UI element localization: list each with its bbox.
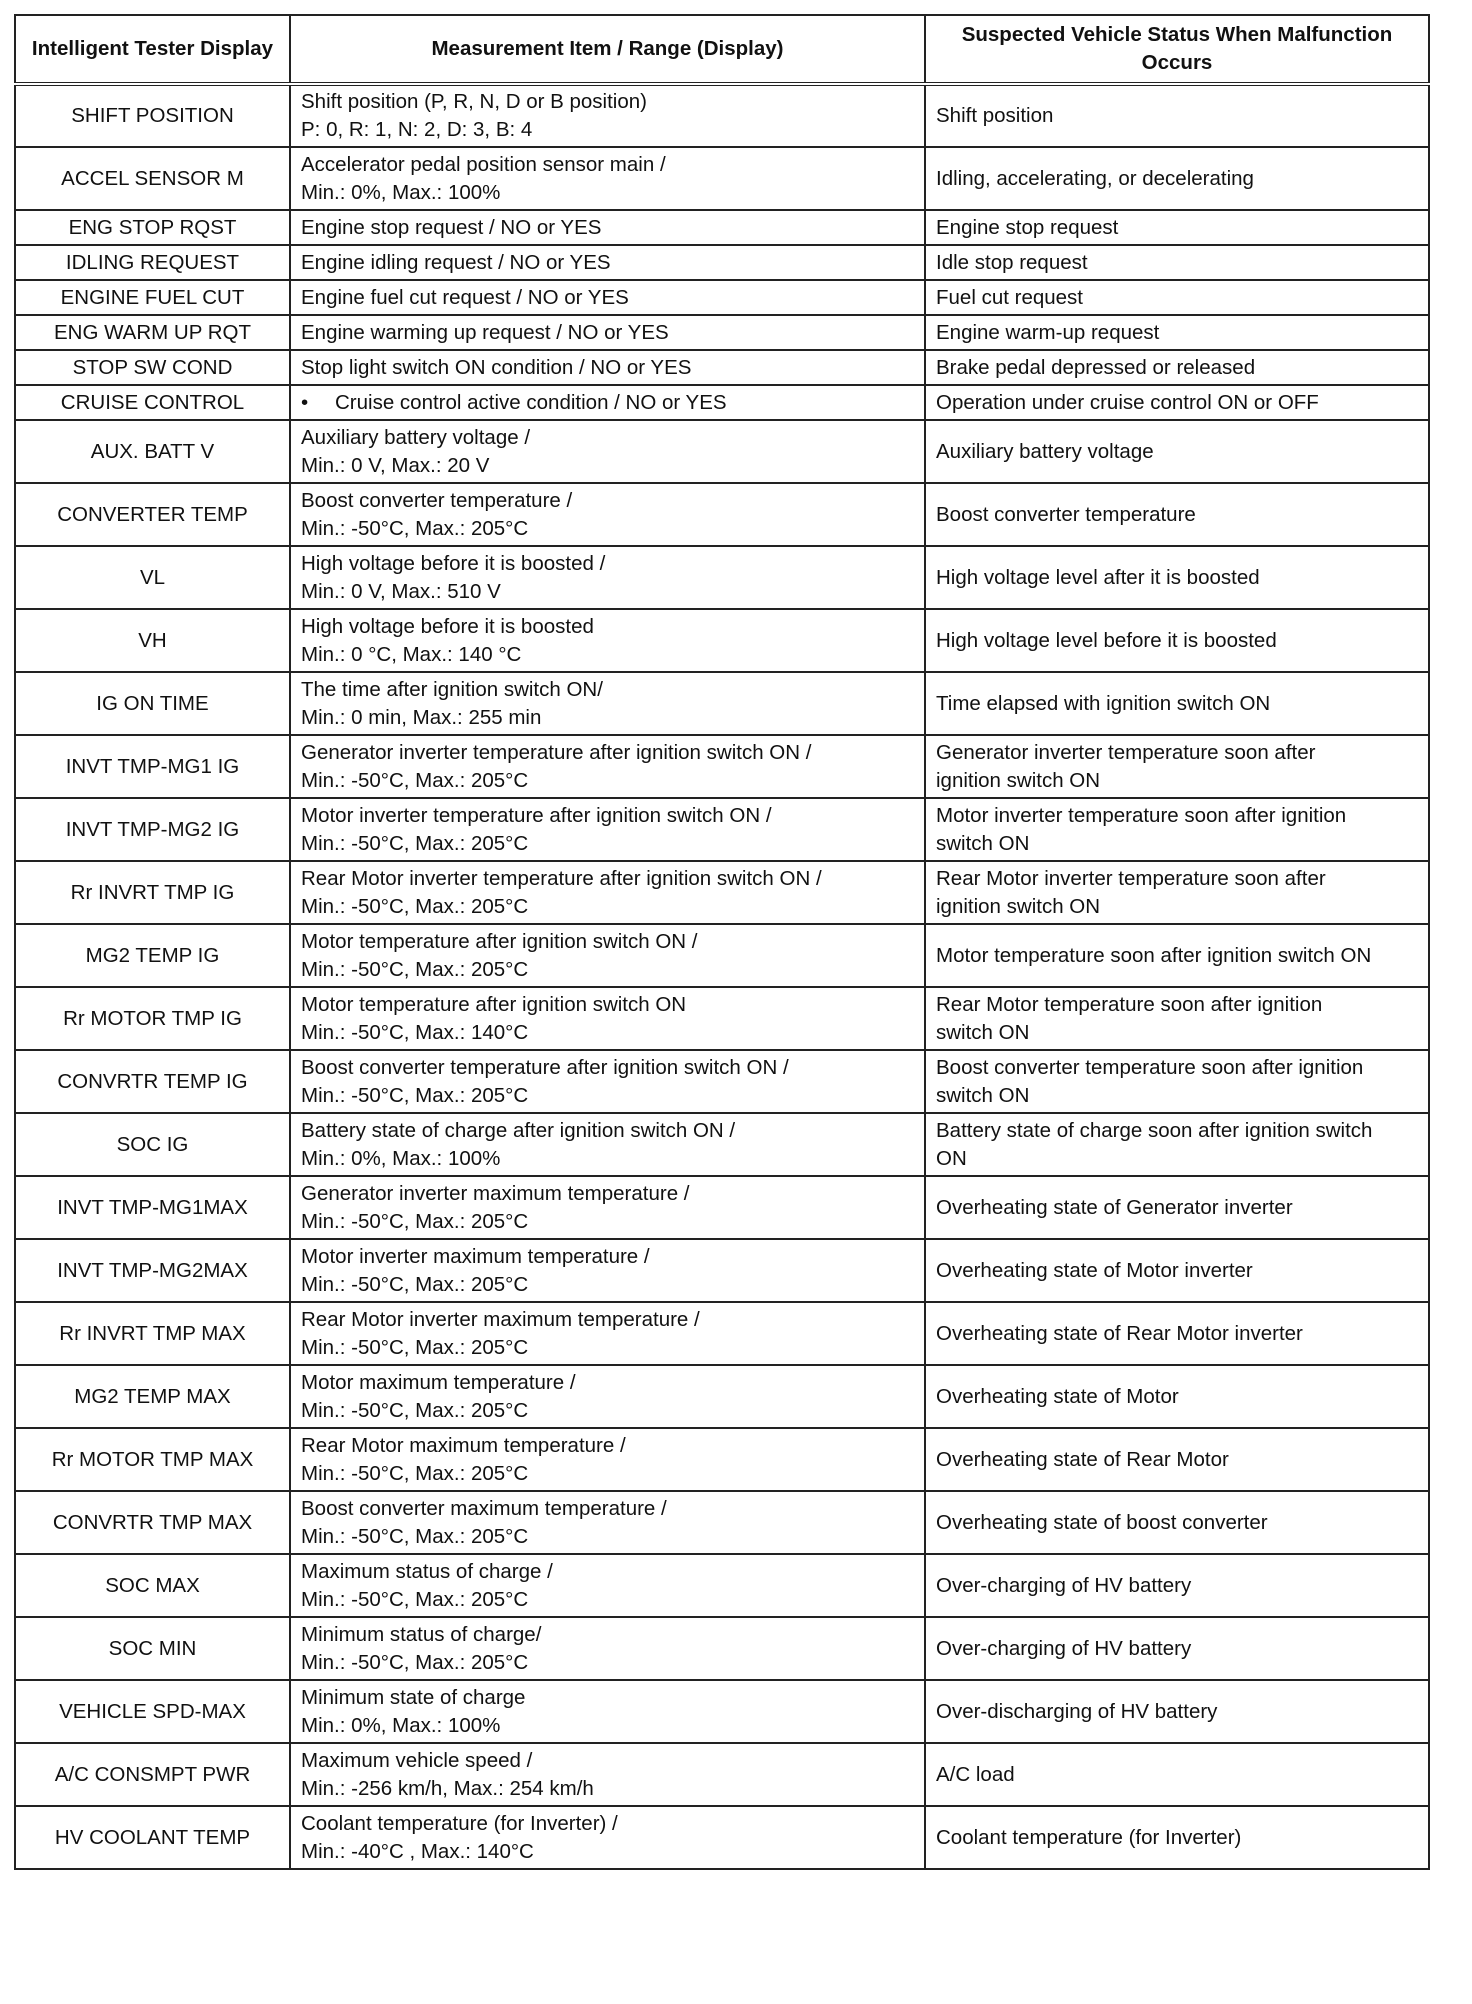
table-row <box>15 1176 1429 1239</box>
vehicle-status-cell <box>925 1239 1429 1302</box>
vehicle-status-cell <box>925 1365 1429 1428</box>
status-line: Shift position <box>936 104 1054 127</box>
measurement-text: Maximum status of charge / <box>301 1559 553 1583</box>
measurement-cell <box>290 385 925 420</box>
status-line: Overheating state of boost converter <box>936 1510 1268 1534</box>
measurement-line <box>301 1397 914 1425</box>
measurement-text: Min.: -40°C , Max.: 140°C <box>301 1839 534 1863</box>
tester-display-cell: ENGINE FUEL CUT <box>15 280 290 315</box>
vehicle-status-cell <box>925 546 1429 609</box>
tester-display-cell: CRUISE CONTROL <box>15 385 290 420</box>
measurement-text: High voltage before it is boosted / <box>301 551 606 575</box>
measurement-line <box>301 550 914 578</box>
status-line: switch ON <box>936 831 1030 855</box>
measurement-cell <box>290 1428 925 1491</box>
vehicle-status-cell <box>925 420 1429 483</box>
tester-display-cell: VL <box>15 546 290 609</box>
measurement-cell <box>290 987 925 1050</box>
vehicle-status-cell <box>925 350 1429 385</box>
measurement-text: Engine stop request / NO or YES <box>301 215 602 239</box>
table-row <box>15 987 1429 1050</box>
vehicle-status-cell <box>925 735 1429 798</box>
table-row <box>15 861 1429 924</box>
measurement-line <box>301 1334 914 1362</box>
measurement-cell <box>290 1491 925 1554</box>
measurement-text: Min.: -50°C, Max.: 205°C <box>301 768 529 792</box>
table-row <box>15 210 1429 245</box>
tester-display-cell: INVT TMP-MG1MAX <box>15 1176 290 1239</box>
measurement-text: Boost converter maximum temperature / <box>301 1496 667 1520</box>
vehicle-status-cell <box>925 1617 1429 1680</box>
status-line: Generator inverter temperature soon after <box>936 740 1316 764</box>
measurement-line <box>301 767 914 795</box>
status-line: Rear Motor inverter temperature soon after <box>936 866 1326 890</box>
measurement-text: Boost converter temperature / <box>301 488 573 512</box>
status-line: Boost converter temperature <box>936 502 1196 526</box>
measurement-line <box>301 865 914 893</box>
measurement-cell <box>290 84 925 147</box>
vehicle-status-cell <box>925 280 1429 315</box>
status-line: Overheating state of Generator inverter <box>936 1195 1293 1219</box>
status-line: Coolant temperature (for Inverter) <box>936 1825 1242 1849</box>
vehicle-status-cell <box>925 987 1429 1050</box>
measurement-cell <box>290 546 925 609</box>
vehicle-status-cell <box>925 672 1429 735</box>
measurement-cell <box>290 315 925 350</box>
measurement-text: The time after ignition switch ON/ <box>301 677 603 701</box>
measurement-cell <box>290 1176 925 1239</box>
measurement-text: Min.: -50°C, Max.: 205°C <box>301 1209 529 1233</box>
status-line: Over-discharging of HV battery <box>936 1699 1218 1723</box>
status-line: ignition switch ON <box>936 894 1101 918</box>
table-header-row <box>15 15 1429 84</box>
status-line: Motor inverter temperature soon after ignition <box>936 803 1347 827</box>
tester-display-cell: MG2 TEMP MAX <box>15 1365 290 1428</box>
measurement-line <box>301 151 914 179</box>
measurement-cell <box>290 245 925 280</box>
measurement-line <box>301 830 914 858</box>
vehicle-status-cell <box>925 924 1429 987</box>
measurement-cell <box>290 609 925 672</box>
vehicle-status-cell <box>925 1806 1429 1869</box>
vehicle-status-cell <box>925 1554 1429 1617</box>
vehicle-status-cell <box>925 861 1429 924</box>
measurement-cell <box>290 1239 925 1302</box>
measurement-cell <box>290 1743 925 1806</box>
measurement-text: Minimum state of charge <box>301 1685 526 1709</box>
tester-display-cell: MG2 TEMP IG <box>15 924 290 987</box>
status-line: Boost converter temperature soon after ignition <box>936 1055 1364 1079</box>
status-line: ignition switch ON <box>936 768 1101 792</box>
status-line: Over-charging of HV battery <box>936 1573 1192 1597</box>
measurement-line <box>301 487 914 515</box>
measurement-text: Battery state of charge after ignition switch ON / <box>301 1118 736 1142</box>
vehicle-status-cell <box>925 483 1429 546</box>
header-tester-display: Intelligent Tester Display <box>15 15 290 84</box>
measurement-text: Min.: 0 °C, Max.: 140 °C <box>301 642 522 666</box>
measurement-cell <box>290 483 925 546</box>
status-line: Brake pedal depressed or released <box>936 355 1256 379</box>
status-line: Fuel cut request <box>936 285 1083 309</box>
table-row <box>15 1365 1429 1428</box>
measurement-line <box>301 1621 914 1649</box>
measurement-line <box>301 1145 914 1173</box>
vehicle-status-cell <box>925 1680 1429 1743</box>
measurement-cell <box>290 420 925 483</box>
measurement-text: Min.: -50°C, Max.: 205°C <box>301 831 529 855</box>
measurement-text: Motor inverter maximum temperature / <box>301 1244 650 1268</box>
measurement-text: Generator inverter temperature after ignition switch ON / <box>301 740 812 764</box>
measurement-cell <box>290 280 925 315</box>
measurement-line <box>301 284 914 312</box>
measurement-line <box>301 1495 914 1523</box>
header-measurement-item: Measurement Item / Range (Display) <box>290 15 925 84</box>
measurement-cell <box>290 147 925 210</box>
measurement-cell <box>290 350 925 385</box>
measurement-cell <box>290 210 925 245</box>
table-row <box>15 483 1429 546</box>
tester-display-cell: INVT TMP-MG2MAX <box>15 1239 290 1302</box>
tester-display-cell: SOC MIN <box>15 1617 290 1680</box>
measurement-line <box>301 991 914 1019</box>
tester-display-cell: ACCEL SENSOR M <box>15 147 290 210</box>
vehicle-status-cell <box>925 1302 1429 1365</box>
measurement-text: Min.: 0 V, Max.: 510 V <box>301 579 501 603</box>
measurement-cell <box>290 735 925 798</box>
table-row <box>15 735 1429 798</box>
table-row <box>15 1113 1429 1176</box>
measurement-cell <box>290 924 925 987</box>
measurement-text: Min.: -50°C, Max.: 205°C <box>301 894 529 918</box>
measurement-line <box>301 389 914 417</box>
measurement-text: Min.: 0%, Max.: 100% <box>301 180 501 204</box>
table-row <box>15 1806 1429 1869</box>
measurement-text: Generator inverter maximum temperature / <box>301 1181 690 1205</box>
measurement-text: Engine warming up request / NO or YES <box>301 320 669 344</box>
measurement-line <box>301 956 914 984</box>
measurement-text: Motor maximum temperature / <box>301 1370 576 1394</box>
measurement-text: Rear Motor inverter temperature after ignition switch ON / <box>301 866 822 890</box>
measurement-cell <box>290 1113 925 1176</box>
measurement-line <box>301 179 914 207</box>
tester-display-cell: A/C CONSMPT PWR <box>15 1743 290 1806</box>
table-row <box>15 1050 1429 1113</box>
measurement-cell <box>290 1806 925 1869</box>
table-row <box>15 315 1429 350</box>
measurement-line <box>301 1523 914 1551</box>
table-row <box>15 1554 1429 1617</box>
measurement-text: Motor temperature after ignition switch ON / <box>301 929 698 953</box>
measurement-text: Stop light switch ON condition / NO or YES <box>301 355 692 379</box>
tester-display-cell: IDLING REQUEST <box>15 245 290 280</box>
table-row <box>15 350 1429 385</box>
measurement-text: Accelerator pedal position sensor main / <box>301 152 666 176</box>
measurement-text: Min.: -50°C, Max.: 205°C <box>301 1335 529 1359</box>
status-line: Idling, accelerating, or decelerating <box>936 166 1254 190</box>
status-line: ON <box>936 1146 967 1170</box>
measurement-text: Min.: -50°C, Max.: 205°C <box>301 1650 529 1674</box>
header-vehicle-status: Suspected Vehicle Status When Malfunction Occurs <box>925 15 1429 84</box>
table-row <box>15 1302 1429 1365</box>
bullet-icon: • <box>301 390 309 414</box>
vehicle-status-cell <box>925 245 1429 280</box>
measurement-line <box>301 214 914 242</box>
measurement-text: Min.: -50°C, Max.: 205°C <box>301 1398 529 1422</box>
status-line: Engine warm-up request <box>936 320 1160 344</box>
measurement-line <box>301 1243 914 1271</box>
measurement-text: Min.: -50°C, Max.: 205°C <box>301 1461 529 1485</box>
table-row <box>15 672 1429 735</box>
measurement-line <box>301 1369 914 1397</box>
measurement-line <box>301 424 914 452</box>
table-row <box>15 280 1429 315</box>
status-line: Motor temperature soon after ignition switch ON <box>936 943 1372 967</box>
vehicle-status-cell <box>925 1491 1429 1554</box>
vehicle-status-cell <box>925 315 1429 350</box>
table-row <box>15 420 1429 483</box>
measurement-line <box>301 613 914 641</box>
measurement-line <box>301 928 914 956</box>
measurement-text: Motor temperature after ignition switch ON <box>301 992 687 1016</box>
vehicle-status-cell <box>925 1743 1429 1806</box>
measurement-line <box>301 1649 914 1677</box>
tester-display-cell: SOC IG <box>15 1113 290 1176</box>
tester-display-cell: IG ON TIME <box>15 672 290 735</box>
tester-display-cell: VEHICLE SPD-MAX <box>15 1680 290 1743</box>
measurement-text: Auxiliary battery voltage / <box>301 425 531 449</box>
status-line: Idle stop request <box>936 250 1088 274</box>
table-body <box>15 84 1429 1869</box>
measurement-line <box>301 1117 914 1145</box>
measurement-text: Motor inverter temperature after ignition switch ON / <box>301 803 772 827</box>
table-row <box>15 1680 1429 1743</box>
measurement-line <box>301 1838 914 1866</box>
vehicle-status-cell <box>925 798 1429 861</box>
status-line: Operation under cruise control ON or OFF <box>936 390 1319 414</box>
table-row <box>15 1617 1429 1680</box>
tester-display-cell: VH <box>15 609 290 672</box>
tester-display-cell: SHIFT POSITION <box>15 84 290 147</box>
tester-display-cell: CONVERTER TEMP <box>15 483 290 546</box>
status-line: Over-charging of HV battery <box>936 1636 1192 1660</box>
measurement-text: Min.: -50°C, Max.: 205°C <box>301 516 529 540</box>
table-row <box>15 1491 1429 1554</box>
vehicle-status-cell <box>925 147 1429 210</box>
status-line: Auxiliary battery voltage <box>936 439 1154 463</box>
tester-display-cell: INVT TMP-MG1 IG <box>15 735 290 798</box>
vehicle-status-cell <box>925 1050 1429 1113</box>
measurement-line <box>301 1432 914 1460</box>
tester-display-cell: Rr INVRT TMP MAX <box>15 1302 290 1365</box>
measurement-line <box>301 1586 914 1614</box>
tester-display-cell: STOP SW COND <box>15 350 290 385</box>
measurement-text: Min.: -50°C, Max.: 205°C <box>301 1083 529 1107</box>
measurement-cell <box>290 1554 925 1617</box>
measurement-cell <box>290 798 925 861</box>
measurement-line <box>301 641 914 669</box>
measurement-text: Min.: -50°C, Max.: 140°C <box>301 1020 529 1044</box>
vehicle-status-cell <box>925 1176 1429 1239</box>
table-row <box>15 609 1429 672</box>
table-row <box>15 546 1429 609</box>
measurement-text: Rear Motor maximum temperature / <box>301 1433 626 1457</box>
measurement-line <box>301 1558 914 1586</box>
measurement-text: Engine idling request / NO or YES <box>301 250 611 274</box>
measurement-text: Rear Motor inverter maximum temperature / <box>301 1307 700 1331</box>
measurement-line <box>301 1180 914 1208</box>
vehicle-status-cell <box>925 1113 1429 1176</box>
status-line: Overheating state of Motor <box>936 1384 1179 1408</box>
measurement-line <box>301 249 914 277</box>
tester-display-cell: HV COOLANT TEMP <box>15 1806 290 1869</box>
measurement-text: Min.: 0%, Max.: 100% <box>301 1713 501 1737</box>
status-line: A/C load <box>936 1762 1015 1786</box>
measurement-text: Coolant temperature (for Inverter) / <box>301 1811 618 1835</box>
tester-display-cell: Rr MOTOR TMP IG <box>15 987 290 1050</box>
status-line: High voltage level after it is boosted <box>936 565 1260 589</box>
measurement-text: Min.: -50°C, Max.: 205°C <box>301 1524 529 1548</box>
measurement-cell <box>290 1302 925 1365</box>
table-row <box>15 147 1429 210</box>
status-line: Engine stop request <box>936 215 1119 239</box>
measurement-line <box>301 1775 914 1803</box>
tester-display-cell: Rr MOTOR TMP MAX <box>15 1428 290 1491</box>
measurement-line <box>301 802 914 830</box>
measurement-line <box>301 88 914 116</box>
vehicle-status-cell <box>925 1428 1429 1491</box>
status-line: switch ON <box>936 1083 1030 1107</box>
measurement-text: Cruise control active condition / NO or YES <box>335 390 727 414</box>
measurement-text: P: 0, R: 1, N: 2, D: 3, B: 4 <box>301 118 533 141</box>
tester-display-cell: ENG WARM UP RQT <box>15 315 290 350</box>
table-row <box>15 245 1429 280</box>
status-line: Overheating state of Motor inverter <box>936 1258 1253 1282</box>
measurement-cell <box>290 672 925 735</box>
measurement-cell <box>290 861 925 924</box>
measurement-line <box>301 1810 914 1838</box>
table-row <box>15 1239 1429 1302</box>
measurement-cell <box>290 1365 925 1428</box>
measurement-line <box>301 1019 914 1047</box>
measurement-line <box>301 704 914 732</box>
measurement-line <box>301 1747 914 1775</box>
measurement-text: Min.: -50°C, Max.: 205°C <box>301 1272 529 1296</box>
measurement-text: Engine fuel cut request / NO or YES <box>301 285 629 309</box>
vehicle-status-cell <box>925 84 1429 147</box>
status-line: Overheating state of Rear Motor <box>936 1447 1229 1471</box>
status-line: Rear Motor temperature soon after ignition <box>936 992 1323 1016</box>
measurement-line <box>301 1208 914 1236</box>
measurement-line <box>301 1684 914 1712</box>
vehicle-status-cell <box>925 385 1429 420</box>
measurement-text: Min.: -256 km/h, Max.: 254 km/h <box>301 1776 594 1800</box>
measurement-text: Boost converter temperature after ignition switch ON / <box>301 1055 789 1079</box>
measurement-text: High voltage before it is boosted <box>301 614 594 638</box>
measurement-line <box>301 1271 914 1299</box>
measurement-line <box>301 1082 914 1110</box>
measurement-cell <box>290 1617 925 1680</box>
measurement-text: Min.: 0%, Max.: 100% <box>301 1146 501 1170</box>
status-line: Time elapsed with ignition switch ON <box>936 691 1271 715</box>
table-row <box>15 798 1429 861</box>
measurement-cell <box>290 1050 925 1113</box>
data-list-table <box>14 14 1430 1870</box>
status-line: switch ON <box>936 1020 1030 1044</box>
status-line: Battery state of charge soon after ignition switch <box>936 1118 1373 1142</box>
measurement-line <box>301 893 914 921</box>
vehicle-status-cell <box>925 210 1429 245</box>
measurement-line <box>301 354 914 382</box>
measurement-line <box>301 1712 914 1740</box>
measurement-line <box>301 676 914 704</box>
tester-display-cell: SOC MAX <box>15 1554 290 1617</box>
vehicle-status-cell <box>925 609 1429 672</box>
measurement-line <box>301 319 914 347</box>
measurement-line <box>301 515 914 543</box>
table-row <box>15 1743 1429 1806</box>
tester-display-cell: ENG STOP RQST <box>15 210 290 245</box>
tester-display-cell: INVT TMP-MG2 IG <box>15 798 290 861</box>
table-row <box>15 84 1429 147</box>
table-row <box>15 385 1429 420</box>
measurement-text: Minimum status of charge/ <box>301 1622 542 1646</box>
measurement-text: Min.: -50°C, Max.: 205°C <box>301 957 529 981</box>
measurement-line <box>301 116 914 144</box>
measurement-line <box>301 578 914 606</box>
measurement-text: Shift position (P, R, N, D or B position) <box>301 90 647 113</box>
status-line: Overheating state of Rear Motor inverter <box>936 1321 1303 1345</box>
measurement-line <box>301 452 914 480</box>
measurement-line <box>301 1054 914 1082</box>
measurement-text: Min.: 0 min, Max.: 255 min <box>301 705 542 729</box>
measurement-text: Min.: -50°C, Max.: 205°C <box>301 1587 529 1611</box>
measurement-line <box>301 1306 914 1334</box>
measurement-text: Min.: 0 V, Max.: 20 V <box>301 453 490 477</box>
tester-display-cell: Rr INVRT TMP IG <box>15 861 290 924</box>
tester-display-cell: AUX. BATT V <box>15 420 290 483</box>
table-row <box>15 1428 1429 1491</box>
measurement-line <box>301 739 914 767</box>
measurement-cell <box>290 1680 925 1743</box>
status-line: High voltage level before it is boosted <box>936 628 1277 652</box>
measurement-line <box>301 1460 914 1488</box>
tester-display-cell: CONVRTR TEMP IG <box>15 1050 290 1113</box>
tester-display-cell: CONVRTR TMP MAX <box>15 1491 290 1554</box>
table-row <box>15 924 1429 987</box>
measurement-text: Maximum vehicle speed / <box>301 1748 533 1772</box>
